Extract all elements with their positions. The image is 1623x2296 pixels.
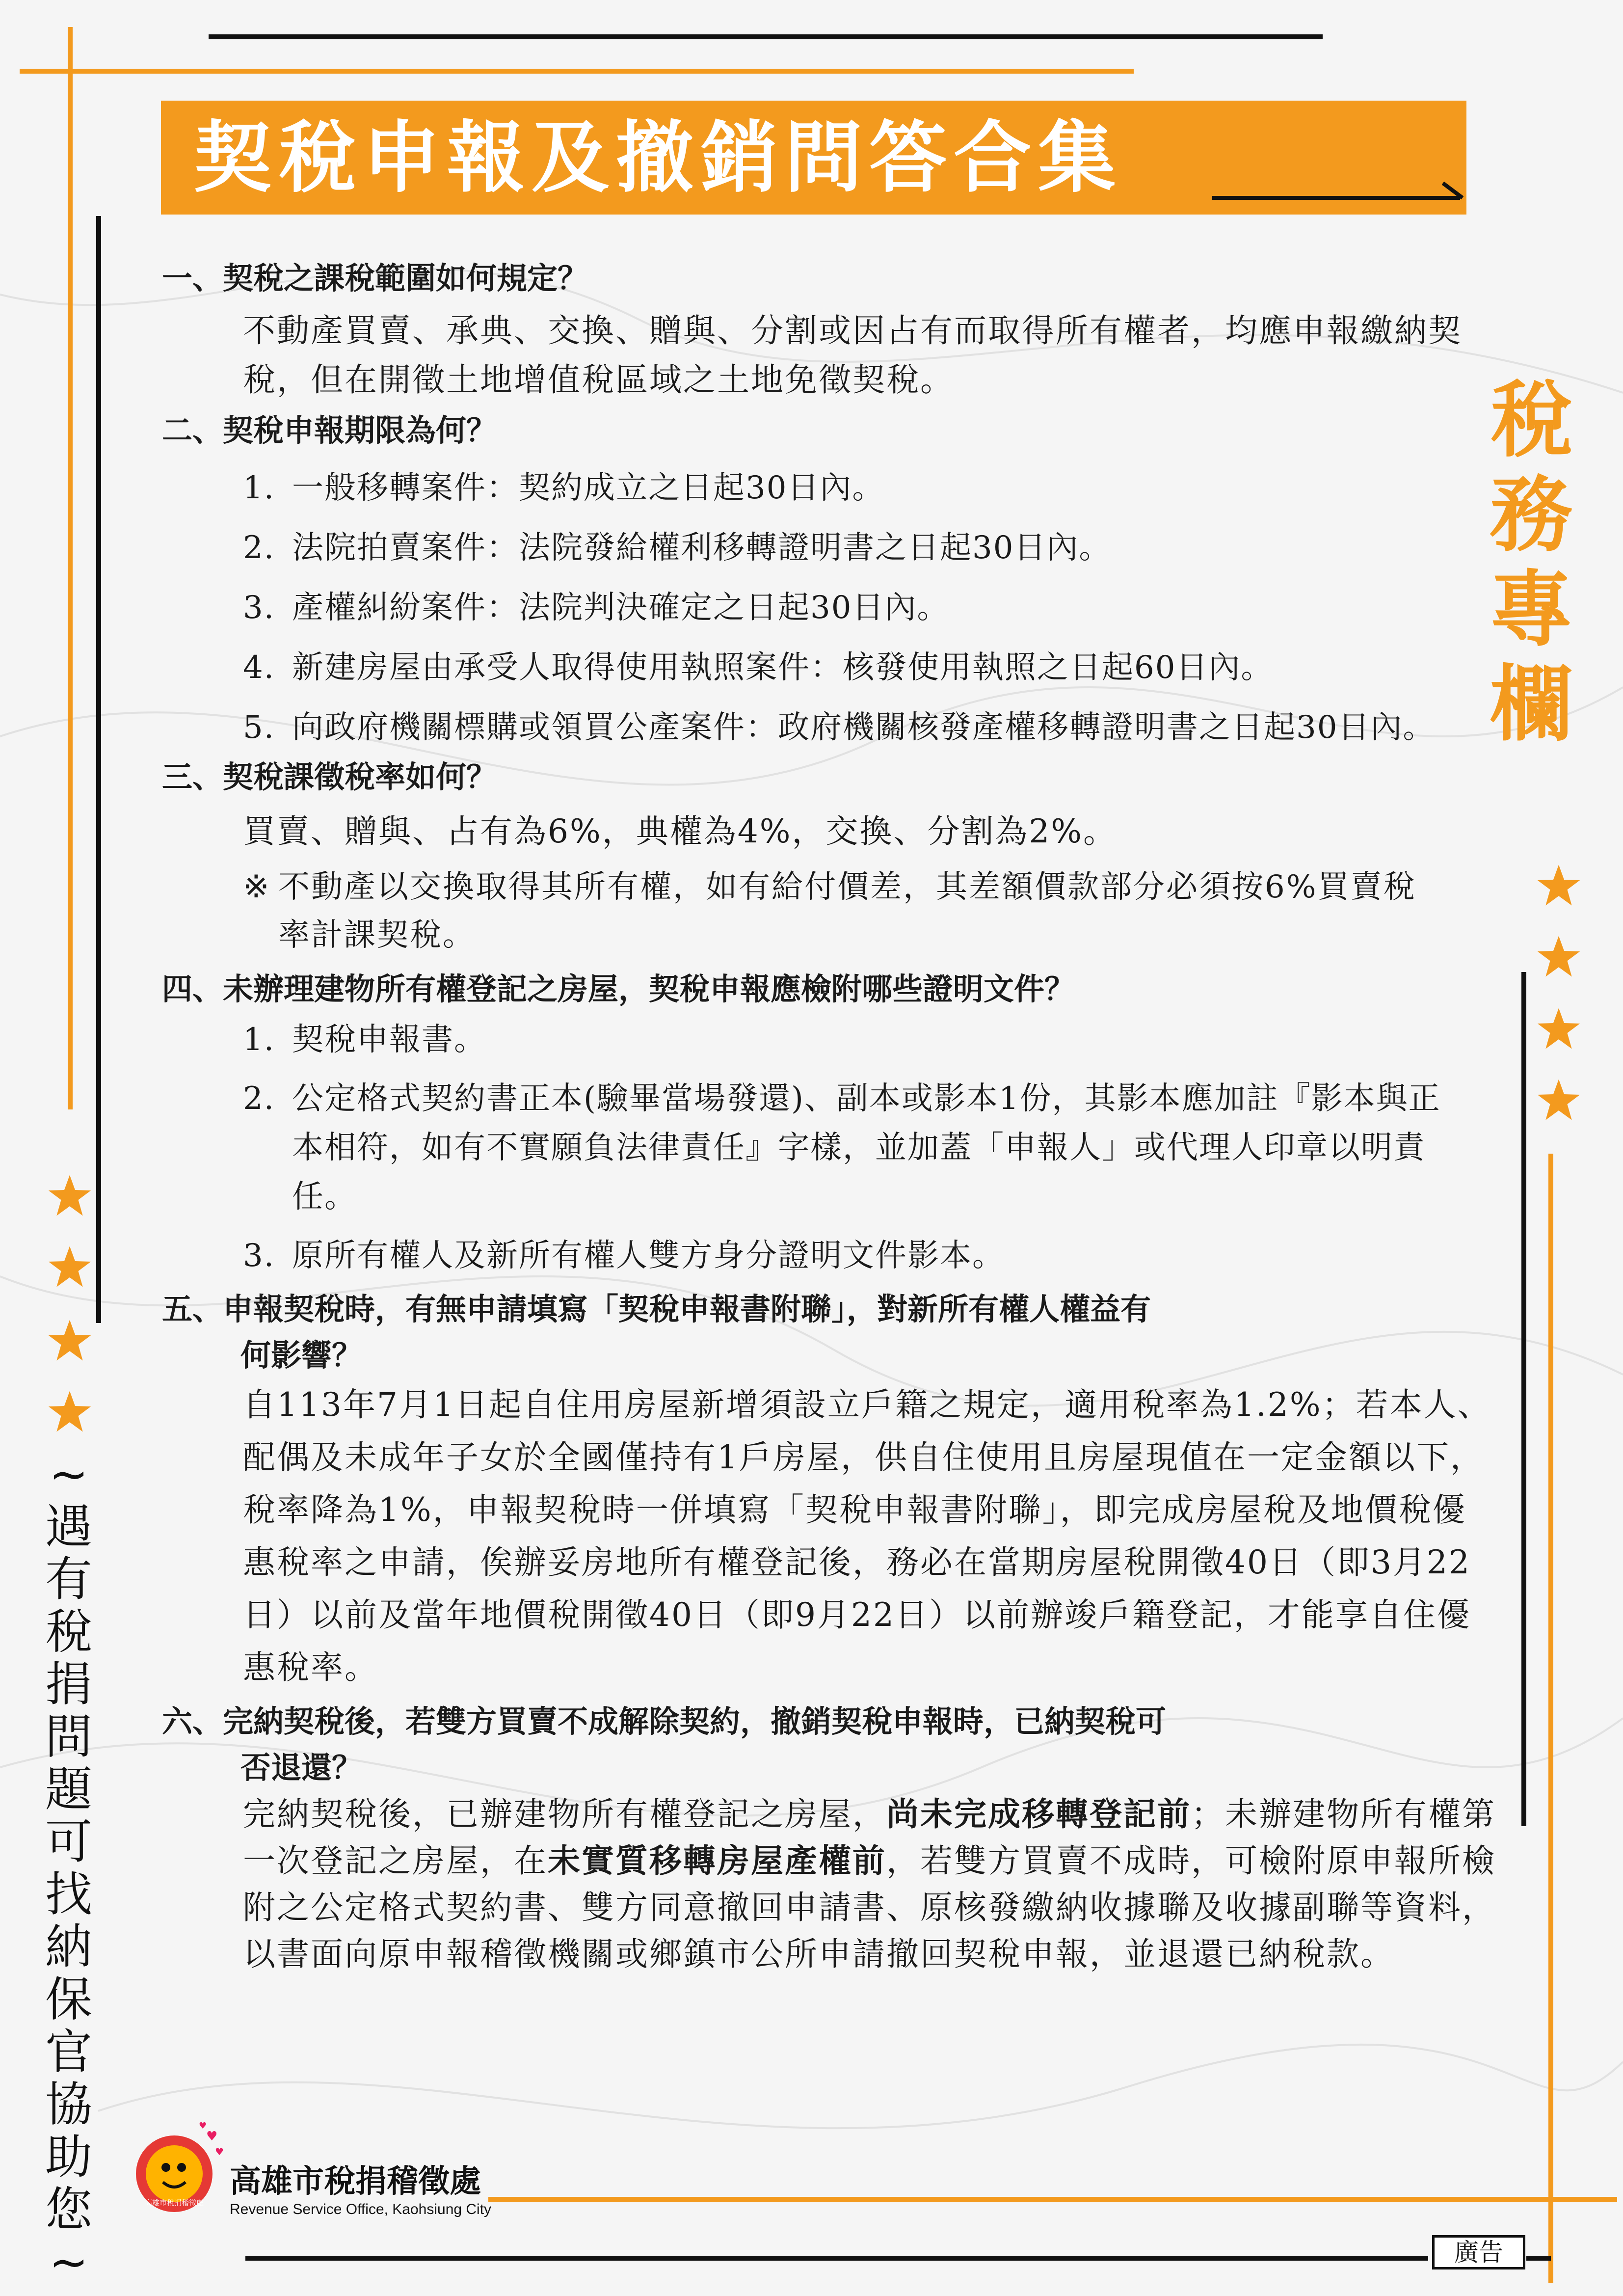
star-icon (1536, 863, 1581, 908)
list-text: 公定格式契約書正本(驗畢當場發還)、副本或影本1份，其影本應加註『影本與正本相符，如有不實願負法律責任』字樣，並加蓋「申報人」或代理人印章以明責任。 (292, 1080, 1441, 1215)
slogan-char: 遇 (45, 1499, 92, 1554)
answer-emphasis: 尚未完成移轉登記前 (886, 1795, 1191, 1833)
slogan-char: ~ (49, 1447, 89, 1502)
list-item (162, 463, 1487, 513)
right-orange-line (1548, 1154, 1553, 2283)
list-number: 1. (243, 470, 275, 506)
slogan-char: 納 (45, 1919, 92, 1974)
ad-label: 廣告 (1432, 2235, 1525, 2269)
slogan-char: 捐 (45, 1657, 92, 1712)
qa-content (162, 255, 1496, 1977)
top-black-line (209, 34, 1323, 39)
question-heading: 二、契稅申報期限為何？ (162, 412, 497, 448)
slogan-char: 保 (45, 1972, 92, 2027)
logo-caption: 高雄市稅捐稽徵處 (144, 2198, 204, 2207)
list-number: 3. (243, 590, 275, 626)
slogan-char: ~ (49, 2235, 89, 2290)
svg-text:♥: ♥ (215, 2146, 224, 2158)
list-item (162, 1015, 1487, 1064)
list-number: 4. (243, 649, 275, 686)
org-name-english: Revenue Service Office, Kaohsiung City (230, 2201, 492, 2217)
answer-text: 完納契稅後，已辦建物所有權登記之房屋， (243, 1795, 886, 1833)
star-icon (47, 1318, 92, 1363)
svg-text:♥: ♥ (206, 2129, 218, 2144)
page-title: 契稅申報及撤銷問答合集 (194, 113, 1122, 203)
list-text: 契稅申報書。 (292, 1022, 486, 1058)
question-heading-cont: 何影響？ (240, 1337, 363, 1373)
slogan-char: 協 (45, 2077, 92, 2132)
bottom-orange-line (488, 2197, 1617, 2202)
list-number: 2. (243, 530, 275, 566)
list-text: 一般移轉案件：契約成立之日起30日內。 (292, 470, 885, 506)
list-number: 1. (243, 1022, 275, 1058)
star-icon (47, 1173, 92, 1218)
list-text: 新建房屋由承受人取得使用執照案件：核發使用執照之日起60日內。 (292, 649, 1274, 686)
slogan-char: 有 (45, 1552, 92, 1607)
answer-paragraph (162, 1791, 1499, 1977)
list-number: 5. (243, 709, 275, 746)
side-heading-tax-column (1477, 373, 1585, 752)
question-heading: 六、完納契稅後，若雙方買賣不成解除契約，撤銷契稅申報時，已納契稅可 (162, 1703, 1167, 1739)
top-orange-line (20, 69, 1134, 74)
note-mark: ※ (243, 869, 271, 905)
list-item (162, 643, 1487, 692)
question-heading: 五、申報契稅時，有無申請填寫「契稅申報書附聯」，對新所有權人權益有 (162, 1291, 1151, 1327)
right-black-line (1521, 972, 1526, 1826)
list-item (162, 523, 1487, 572)
arrow-right-icon (1212, 179, 1467, 204)
svg-text:♥: ♥ (199, 2121, 207, 2131)
star-icon (47, 1389, 92, 1434)
question-heading-cont: 否退還？ (240, 1750, 363, 1785)
note (162, 863, 1487, 959)
slogan-char: 找 (45, 1867, 92, 1922)
slogan-char: 官 (45, 2025, 92, 2080)
org-name-chinese: 高雄市稅捐稽徵處 (230, 2163, 481, 2200)
answer-paragraph: 買賣、贈與、占有為6%，典權為4%，交換、分割為2%。 (243, 812, 1117, 850)
list-text: 原所有權人及新所有權人雙方身分證明文件影本。 (292, 1238, 1005, 1274)
star-icon (1536, 1006, 1581, 1052)
bottom-black-line-right (1526, 2256, 1551, 2261)
list-item (162, 583, 1487, 632)
answer-paragraph: 自113年7月1日起自住用房屋新增須設立戶籍之規定，適用稅率為1.2%；若本人、配偶及未成年子女於全國僅持有1戶房屋，供自住使用且房屋現值在一定金額以下，稅率降為1%，申報契稅時一併填寫「契稅申報書附聯」，即完成房屋稅及地價稅優惠稅率之申請，俟辦妥房地所有權登記後，務必在當期房屋稅開徵40日（即3月22日）以前及當年地價稅開徵40日（即9月22日）以前辦竣戶籍登記，才能享自住優惠稅率。 (243, 1386, 1491, 1686)
answer-text: ；未辦建物所有權第一次登記之房屋，在 (243, 1795, 1496, 1880)
side-heading-char: 欄 (1490, 656, 1572, 753)
note-text: 不動產以交換取得其所有權，如有給付價差，其差額價款部分必須按6%買賣稅率計課契稅。 (278, 869, 1416, 953)
side-heading-char: 稅 (1490, 372, 1572, 468)
slogan-char: 稅 (45, 1604, 92, 1659)
star-icon (1536, 1078, 1581, 1123)
slogan-char: 助 (45, 2130, 92, 2185)
star-icon (47, 1244, 92, 1290)
star-icon (1536, 934, 1581, 979)
list-number: 2. (243, 1080, 275, 1117)
slogan-char: 您 (45, 2182, 92, 2237)
list-text: 法院拍賣案件：法院發給權利移轉證明書之日起30日內。 (292, 530, 1112, 566)
question-heading: 四、未辦理建物所有權登記之房屋，契稅申報應檢附哪些證明文件？ (162, 971, 1075, 1007)
answer-text: ，若雙方買賣不成時，可檢附原申報所檢附之公定格式契約書、雙方同意撤回申請書、原核發繳納收據聯及收據副聯等資料，以書面向原申報稽徵機關或鄉鎮市公所申請撤回契稅申報，並退還已納稅款。 (243, 1842, 1496, 1973)
list-number: 3. (243, 1238, 275, 1274)
side-slogan (34, 1448, 103, 2289)
slogan-char: 可 (45, 1814, 92, 1869)
bottom-black-line (245, 2256, 1428, 2261)
question-heading: 一、契稅之課稅範圍如何規定？ (162, 260, 588, 296)
side-heading-char: 專 (1490, 562, 1572, 658)
list-item (162, 703, 1487, 752)
side-heading-char: 務 (1490, 467, 1572, 563)
slogan-char: 問 (45, 1709, 92, 1764)
answer-emphasis: 未實質移轉房屋產權前 (548, 1841, 886, 1880)
left-orange-line (68, 27, 73, 1109)
left-black-line (96, 216, 101, 1323)
question-heading: 三、契稅課徵稅率如何？ (162, 759, 497, 795)
mascot-logo (123, 2121, 231, 2219)
slogan-char: 題 (45, 1762, 92, 1817)
list-item (162, 1074, 1487, 1221)
list-item (162, 1231, 1487, 1280)
list-text: 產權糾紛案件：法院判決確定之日起30日內。 (292, 590, 950, 626)
list-text: 向政府機關標購或領買公產案件：政府機關核發產權移轉證明書之日起30日內。 (292, 709, 1436, 746)
answer-paragraph: 不動產買賣、承典、交換、贈與、分割或因占有而取得所有權者，均應申報繳納契稅，但在開徵土地增值稅區域之土地免徵契稅。 (243, 312, 1462, 399)
